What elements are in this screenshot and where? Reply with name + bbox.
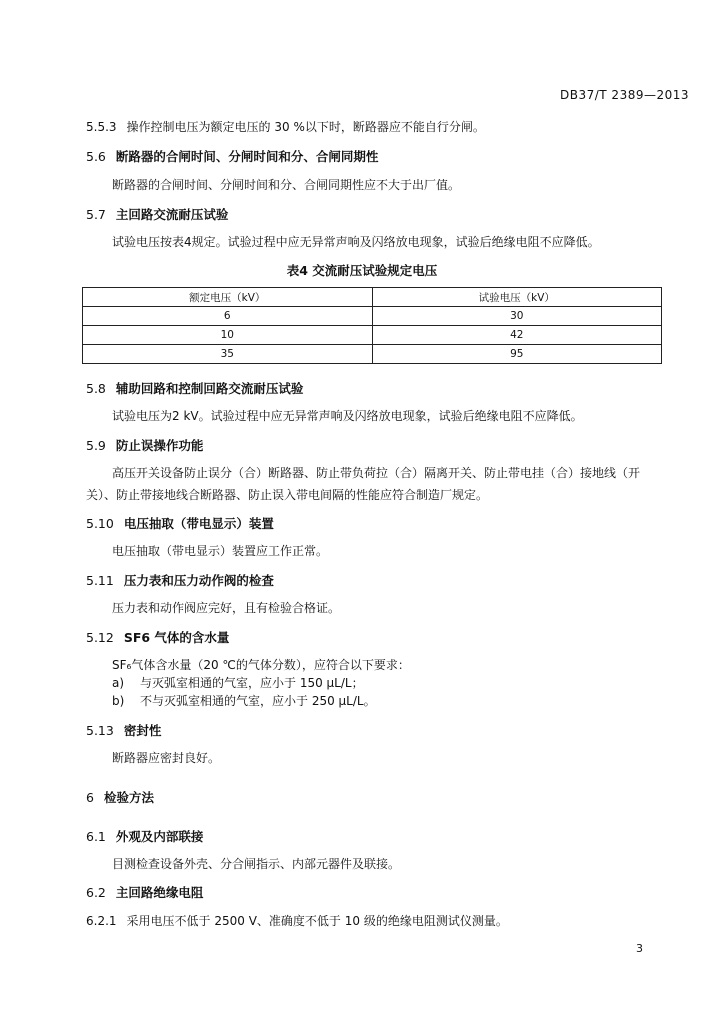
list-item-label: b) — [112, 694, 125, 708]
table-header-cell: 额定电压（kV） — [83, 288, 373, 307]
table-header-row — [83, 288, 662, 307]
section-5-9-body-line1: 高压开关设备防止误分（合）断路器、防止带负荷拉（合）隔离开关、防止带电挂（合）接地线（开 — [112, 466, 641, 480]
table-4 — [82, 287, 662, 364]
clause-text: 操作控制电压为额定电压的 30 %以下时，断路器应不能自行分闸。 — [126, 120, 485, 134]
section-number: 6.2 — [86, 885, 106, 900]
section-number: 5.11 — [86, 573, 114, 588]
table-4-title: 表4 交流耐压试验规定电压 — [286, 263, 438, 278]
chapter-6-heading — [86, 788, 154, 806]
table-cell: 42 — [372, 326, 662, 345]
list-item-a — [112, 674, 364, 691]
table-header-cell: 试验电压（kV） — [372, 288, 662, 307]
list-item-text: 与灭弧室相通的气室，应小于 150 μL/L； — [140, 676, 364, 690]
clause-text: 采用电压不低于 2500 V、准确度不低于 10 级的绝缘电阻测试仪测量。 — [126, 914, 508, 928]
section-number: 5.13 — [86, 723, 114, 738]
section-6-2-heading — [86, 883, 203, 901]
table-cell: 10 — [83, 326, 373, 345]
list-item-text: 不与灭弧室相通的气室，应小于 250 μL/L。 — [140, 694, 376, 708]
section-5-13-body: 断路器应密封良好。 — [112, 751, 221, 765]
table-row — [83, 326, 662, 345]
clause-number: 6.2.1 — [86, 914, 117, 928]
section-title: SF6 气体的含水量 — [123, 630, 230, 645]
section-number: 5.6 — [86, 149, 106, 164]
section-5-11-body: 压力表和动作阀应完好，且有检验合格证。 — [112, 601, 341, 615]
section-number: 5.8 — [86, 381, 106, 396]
section-title: 压力表和压力动作阀的检查 — [123, 573, 274, 588]
section-number: 5.12 — [86, 630, 114, 645]
section-number: 5.9 — [86, 438, 106, 453]
section-title: 检验方法 — [103, 790, 154, 805]
section-6-1-heading — [86, 827, 203, 845]
section-number: 5.10 — [86, 516, 114, 531]
section-5-10-heading — [86, 514, 274, 532]
section-number: 5.7 — [86, 207, 106, 222]
section-title: 主回路绝缘电阻 — [115, 885, 204, 900]
section-5-6-body: 断路器的合闸时间、分闸时间和分、合闸同期性应不大于出厂值。 — [112, 178, 461, 192]
clause-6-2-1 — [86, 912, 508, 929]
section-title: 防止误操作功能 — [115, 438, 204, 453]
section-5-10-body: 电压抽取（带电显示）装置应工作正常。 — [112, 544, 329, 558]
section-title: 外观及内部联接 — [115, 829, 204, 844]
section-number: 6.1 — [86, 829, 106, 844]
section-5-9-heading — [86, 436, 203, 454]
table-row — [83, 307, 662, 326]
section-5-9-body-line2: 关）、防止带接地线合断路器、防止误入带电间隔的性能应符合制造厂规定。 — [86, 488, 489, 502]
list-item-label: a) — [112, 676, 125, 690]
table-cell: 30 — [372, 307, 662, 326]
section-title: 辅助回路和控制回路交流耐压试验 — [115, 381, 304, 396]
section-title: 电压抽取（带电显示）装置 — [123, 516, 274, 531]
section-5-6-heading — [86, 147, 378, 165]
section-number: 6 — [86, 790, 94, 805]
section-title: 主回路交流耐压试验 — [115, 207, 229, 222]
section-5-7-heading — [86, 205, 228, 223]
table-row — [83, 345, 662, 364]
section-5-12-heading — [86, 628, 229, 646]
list-item-b — [112, 692, 376, 709]
table-cell: 35 — [83, 345, 373, 364]
section-5-12-body: SF₆气体含水量（20 ℃的气体分数），应符合以下要求： — [112, 658, 410, 672]
section-5-8-heading — [86, 379, 303, 397]
section-5-11-heading — [86, 571, 274, 589]
section-title: 密封性 — [123, 723, 162, 738]
section-6-1-body: 目测检查设备外壳、分合闸指示、内部元器件及联接。 — [112, 857, 401, 871]
clause-5-5-3 — [86, 118, 485, 135]
document-id-header: DB37/T 2389—2013 — [560, 88, 690, 102]
section-5-13-heading — [86, 721, 161, 739]
section-5-7-body: 试验电压按表4规定。试验过程中应无异常声响及闪络放电现象，试验后绝缘电阻不应降低。 — [112, 235, 600, 249]
page-number: 3 — [636, 942, 643, 955]
table-cell: 95 — [372, 345, 662, 364]
section-5-8-body: 试验电压为2 kV。试验过程中应无异常声响及闪络放电现象，试验后绝缘电阻不应降低。 — [112, 409, 583, 423]
clause-number: 5.5.3 — [86, 120, 117, 134]
table-cell: 6 — [83, 307, 373, 326]
section-title: 断路器的合闸时间、分闸时间和分、合闸同期性 — [115, 149, 379, 164]
